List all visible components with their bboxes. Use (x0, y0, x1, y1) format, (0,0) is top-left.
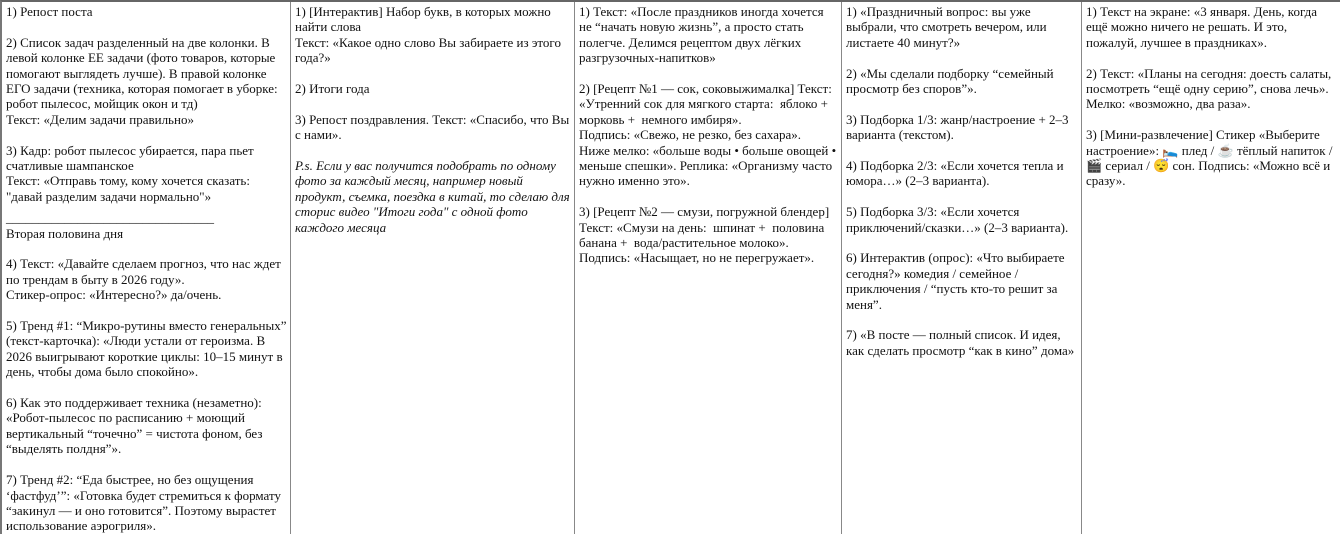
section-title: Вторая половина дня (6, 225, 124, 241)
cell-text: 5) Тренд #1: “Микро-рутины вместо генеральных” (текст-карточка): «Люди устали от героизма. В 2026 выигрывают короткие циклы: 10–15 минут в день, чтобы дома было спокойно». (6, 318, 290, 380)
table-cell-2[interactable] (291, 2, 575, 534)
cell-text: 1) Репост поста (6, 4, 93, 19)
cell-text: 3) Кадр: робот пылесос убирается, пара пьет счатливые шампанское Текст: «Отправь тому, кому хочется сказать: "давай разделим задачи нормально"» (6, 142, 254, 204)
cell-text: 1) Текст на экране: «3 января. День, когда ещё можно ничего не решать. И это, пожалуй, лучшее в праздниках». (1086, 4, 1321, 50)
cell-text: 4) Подборка 2/3: «Если хочется тепла и юмора…» (2–3 варианта). (846, 158, 1067, 189)
cell-text: 2) Итоги года (295, 81, 370, 97)
cell-text: 3) [Рецепт №2 — смузи, погружной блендер] Текст: «Смузи на день: шпинат + половина банана + вода/растительное молоко». Подпись: «Насыщает, но не перегружает». (579, 204, 830, 266)
table-cell-4[interactable] (842, 2, 1082, 534)
cell-text: 2) «Мы сделали подборку “семейный просмотр без споров”». (846, 65, 1057, 97)
table-cell-1[interactable] (2, 2, 291, 534)
cell-text: 7) Тренд #2: “Еда быстрее, но без ощущения ‘фастфуд’”: «Готовка будет стремиться к формату “закинул — и оно готовится”. Поэтому вырастет использование аэрогриля». (6, 472, 285, 534)
cell-text: 1) [Интерактив] Набор букв, в которых можно найти слова Текст: «Какое одно слово Вы забираете из этого года?» (295, 4, 561, 66)
cell-text: 2) Список задач разделенный на две колонки. В левой колонке ЕЕ задачи (фото товаров, которые помогают выглядеть лучше). В правой колонке ЕГО задачи (техника, которая помогает в уборке: робот пылесос, мойщик окон и тд) Текст: «Делим задачи правильно» (6, 34, 278, 127)
table-cell-5[interactable] (1082, 2, 1340, 534)
cell-text: 7) «В посте — полный список. И идея, как сделать просмотр “как в кино” дома» (846, 327, 1075, 358)
cell-text: 4) Текст: «Давайте сделаем прогноз, что нас ждет по трендам в быту в 2026 году». Стикер-опрос: «Интересно?» да/очень. (6, 256, 281, 303)
cell-text: 3) Репост поздравления. Текст: «Спасибо, что Вы с нами». (295, 111, 573, 143)
ps-note: P.s. Если у вас получится подобрать по одному фото за каждый месяц, например новый продукт, съемка, поездка в китай, то сделаю для сторис видео "Итоги года" с одной фото каждого месяца (295, 158, 573, 235)
table-cell-3[interactable] (575, 2, 842, 534)
cell-text: 5) Подборка 3/3: «Если хочется приключений/сказки…» (2–3 варианта). (846, 204, 1069, 235)
cell-text: 2) Текст: «Планы на сегодня: доесть салаты, посмотреть “ещё одну серию”, снова лечь». Мелко: «возможно, два раза». (1086, 65, 1332, 112)
divider-line: ________________________________ (6, 210, 214, 226)
cell-text: 3) [Мини-развлечение] Стикер «Выберите настроение»: 🛌 плед / ☕ тёплый напиток / 🎬 сериал / 😴 сон. Подпись: «Можно всё и сразу». (1086, 127, 1336, 189)
cell-text: 6) Интерактив (опрос): «Что выбираете сегодня?» комедия / семейное / приключения / “пусть кто-то решит за меня”. (846, 250, 1068, 312)
cell-text: 1) Текст: «После праздников иногда хочется не “начать новую жизнь”, а просто стать полегче. Делимся рецептом двух лёгких разгрузочных-напитков» (579, 4, 827, 66)
cell-text: 6) Как это поддерживает техника (незаметно): «Робот-пылесос по расписанию + моющий вертикальный “точечно” = чистота фоном, без “выделять полдня”». (6, 395, 266, 457)
cell-text: 1) «Праздничный вопрос: вы уже выбрали, что смотреть вечером, или листаете 40 минут?» (846, 4, 1050, 50)
cell-text: 2) [Рецепт №1 — сок, соковыжималка] Текст: «Утренний сок для мягкого старта: яблоко + морковь + немного имбиря». Подпись: «Свежо, не резко, без сахара». Ниже мелко: «больше воды • больше овощей • меньше спешки». Реплика: «Организму часто нужно именно это». (579, 81, 837, 189)
cell-text: 3) Подборка 1/3: жанр/настроение + 2–3 варианта (текстом). (846, 111, 1072, 143)
